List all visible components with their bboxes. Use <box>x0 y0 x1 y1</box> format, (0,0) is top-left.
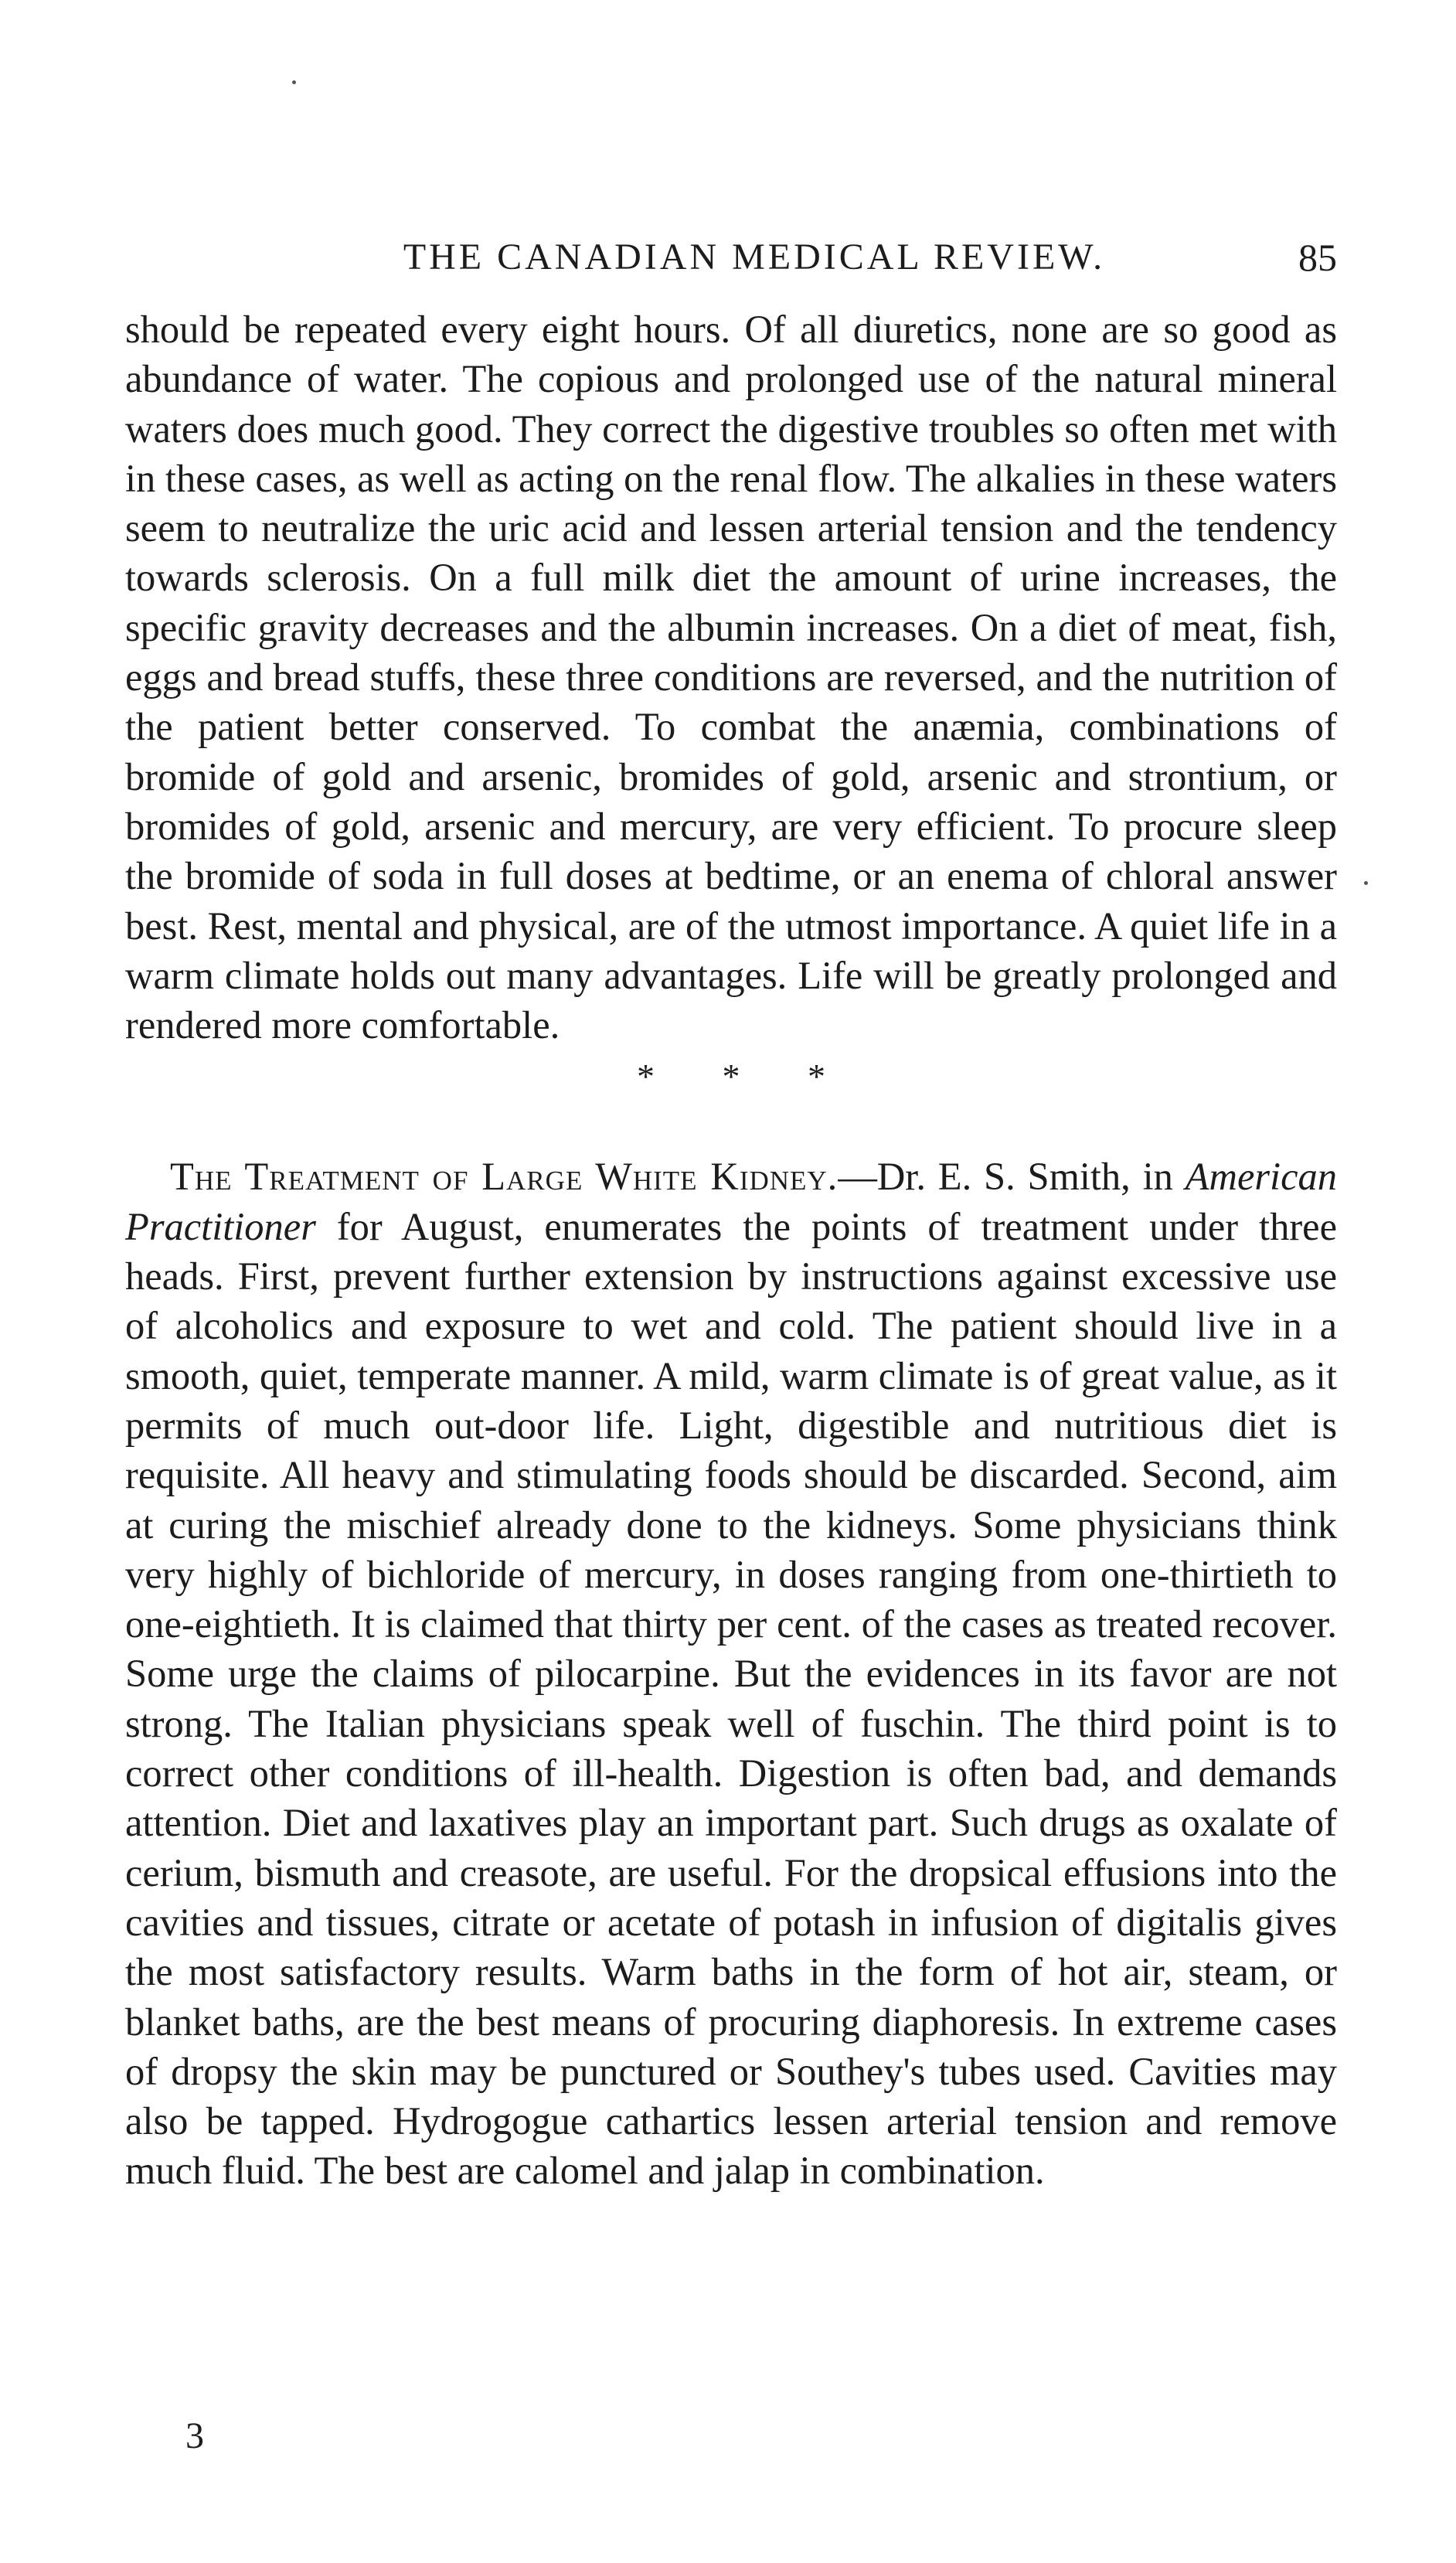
signature-mark: 3 <box>185 2415 204 2456</box>
section-separator: * * * <box>637 1057 855 1097</box>
author-attribution: —Dr. E. S. Smith, in <box>838 1155 1186 1199</box>
print-speck <box>292 80 296 84</box>
paragraph-white-kidney <box>125 1152 1337 2195</box>
running-title: THE CANADIAN MEDICAL REVIEW. <box>403 237 1106 277</box>
page-number: 85 <box>1298 236 1337 279</box>
paragraph-diuretics: should be repeated every eight hours. Of all diuretics, none are so good as abundance of water. The copious and prolonged use of the natural mineral waters does much good. They correct the digestive troubles so often met with in these cases, as well as acting on the renal flow. The alkalies in these waters seem to neutralize the uric acid and lessen arterial tension and the tendency towards sclerosis. On a full milk diet the amount of urine increases, the specific gravity decreases and the albumin increases. On a diet of meat, fish, eggs and bread stuffs, these three conditions are reversed, and the nutrition of the patient better conserved. To combat the anæmia, combinations of bromide of gold and arsenic, bromides of gold, arsenic and strontium, or bromides of gold, arsenic and mercury, are very efficient. To procure sleep the bromide of soda in full doses at bedtime, or an enema of chloral answer best. Rest, mental and physical, are of the utmost importance. A quiet life in a warm climate holds out many advantages. Life will be greatly prolonged and rendered more comfortable. <box>125 308 1337 1047</box>
running-header <box>125 230 1337 284</box>
section-heading: The Treatment of Large White Kidney. <box>170 1155 839 1199</box>
journal-title: American Practitioner <box>125 1155 1337 1248</box>
page-body <box>125 305 1337 2196</box>
print-speck <box>1364 881 1368 885</box>
paragraph-text: for August, enumerates the points of treatment under three heads. First, prevent further extension by instructions against excessive use of alcoholics and exposure to wet and cold. The patient should live in a smooth, quiet, temperate manner. A mild, warm climate is of great value, as it permits of much out-door life. Light, digestible and nutritious diet is requisite. All heavy and stimulating foods should be discarded. Second, aim at curing the mischief already done to the kidneys. Some physicians think very highly of bichloride of mercury, in doses ranging from one-thirtieth to one-eightieth. It is claimed that thirty per cent. of the cases as treated recover. Some urge the claims of pilocarpine. But the evidences in its favor are not strong. The Italian physicians speak well of fuschin. The third point is to correct other conditions of ill-health. Digestion is often bad, and demands attention. Diet and laxatives play an important part. Such drugs as oxalate of cerium, bismuth and creasote, are useful. For the dropsical effusions into the cavities and tissues, citrate or acetate of potash in infusion of digitalis gives the most satisfactory results. Warm baths in the form of hot air, steam, or blanket baths, are the best means of procuring diaphoresis. In extreme cases of dropsy the skin may be punctured or Southey's tubes used. Cavities may also be tapped. Hydrogogue cathartics lessen arterial tension and remove much fluid. The best are calomel and jalap in combination. <box>125 1204 1337 2193</box>
